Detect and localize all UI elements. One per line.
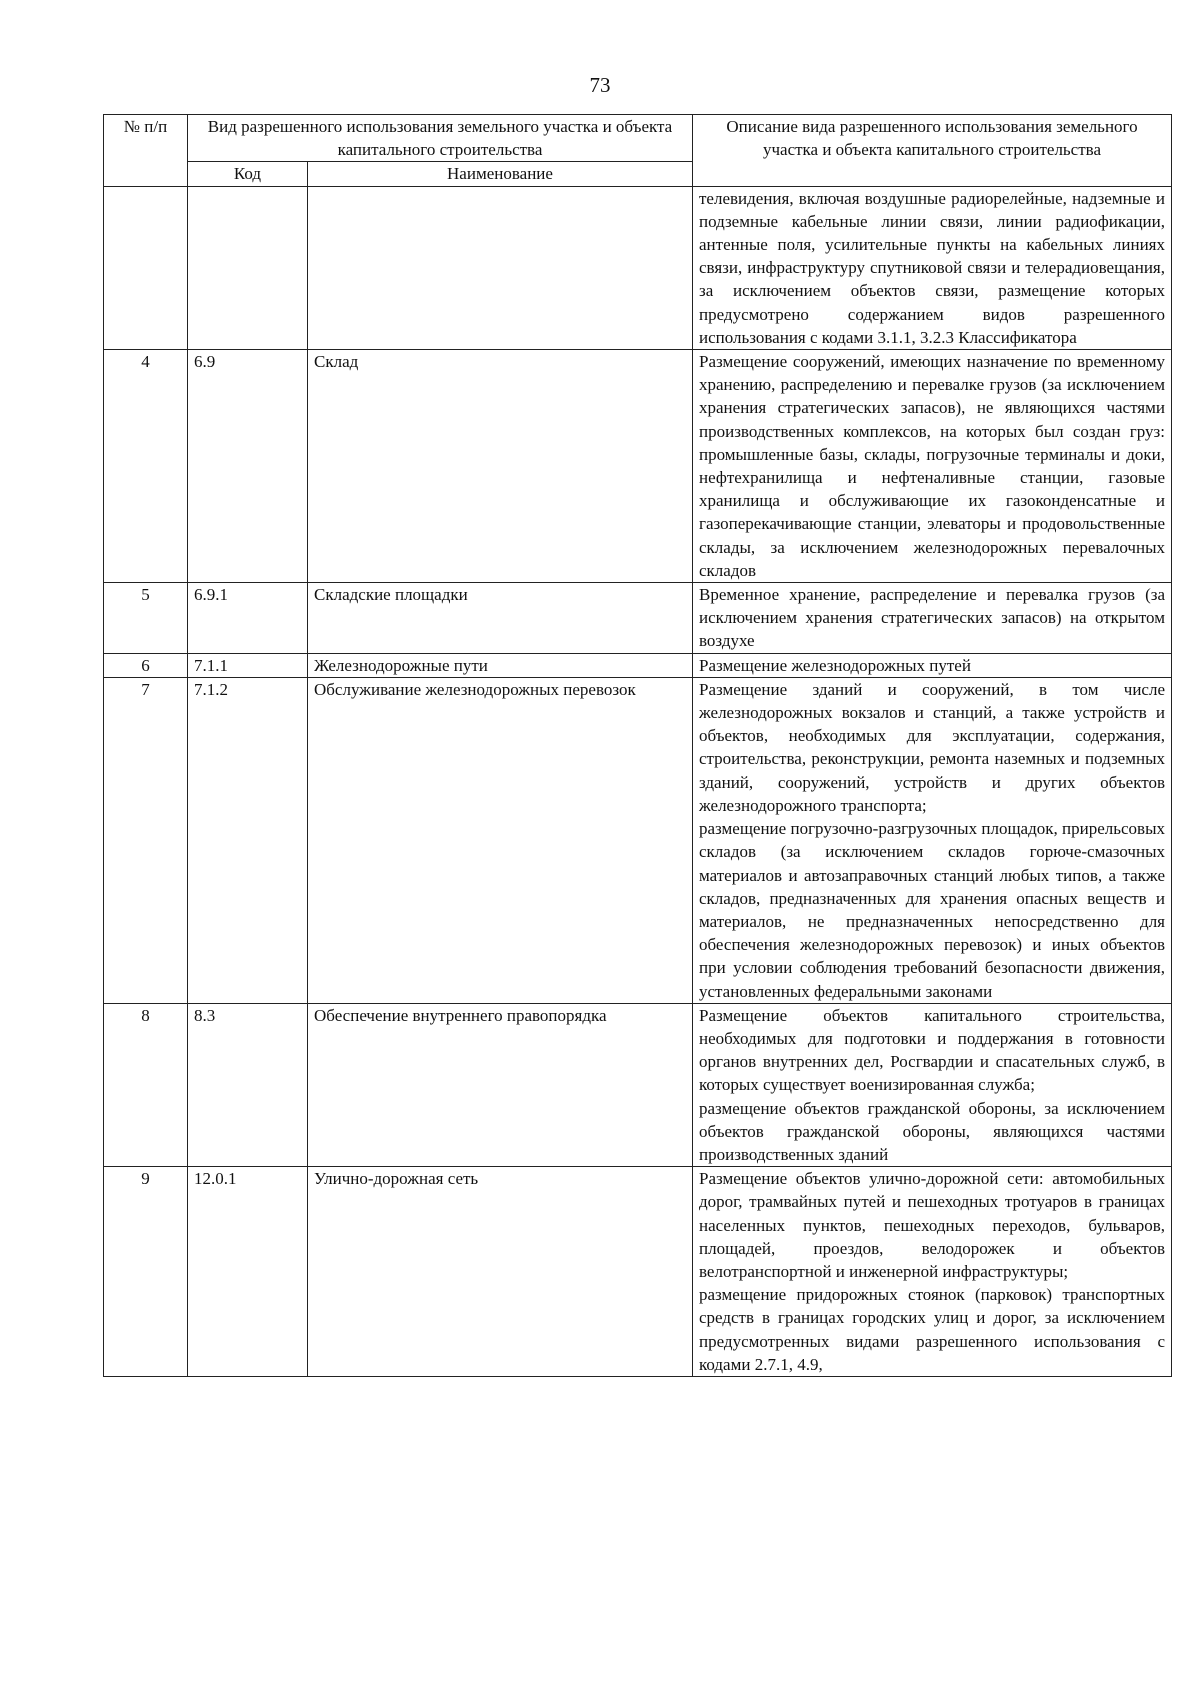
table-row xyxy=(104,677,1172,1003)
description-paragraph: размещение придорожных стоянок (парковок) транспортных средств в границах городских улиц и дорог, за исключением предусмотренных видами разрешенного использования с кодами 2.7.1, 4.9, xyxy=(699,1285,1165,1374)
row-description-cell xyxy=(693,186,1172,349)
description-paragraph: Размещение зданий и сооружений, в том числе железнодорожных вокзалов и станций, а также устройств и объектов, необходимых для эксплуатации, содержания, строительства, реконструкции, ремонта наземных и подземных зданий, сооружений, устройств и других объектов железнодорожного транспорта; xyxy=(699,679,1165,815)
description-paragraph: размещение объектов гражданской обороны, за исключением объектов гражданской обороны, являющихся частями производственных зданий xyxy=(699,1098,1165,1164)
page-number: 73 xyxy=(589,73,611,97)
row-code-cell: 12.0.1 xyxy=(188,1167,308,1377)
table-body xyxy=(104,186,1172,1376)
row-name-cell: Обеспечение внутреннего правопорядка xyxy=(308,1003,693,1166)
row-code-cell: 7.1.1 xyxy=(188,653,308,677)
header-code: Код xyxy=(188,162,308,186)
row-name-cell: Склад xyxy=(308,350,693,583)
description-paragraph: Размещение железнодорожных путей xyxy=(699,655,971,675)
table-row xyxy=(104,350,1172,583)
row-num-cell: 7 xyxy=(104,677,188,1003)
row-description-cell xyxy=(693,653,1172,677)
description-paragraph: размещение погрузочно-разгрузочных площадок, прирельсовых складов (за исключением складов горюче-смазочных материалов и автозаправочных станций любых типов, а также складов, предназначенных для хранения опасных веществ и материалов, не предназначенных непосредственно для обеспечения железнодорожных перевозок) и иных объектов при условии соблюдения требований безопасности движения, установленных федеральными законами xyxy=(699,819,1165,1001)
row-name-cell: Улично-дорожная сеть xyxy=(308,1167,693,1377)
row-num-cell: 4 xyxy=(104,350,188,583)
row-code-cell: 6.9.1 xyxy=(188,583,308,654)
land-use-table xyxy=(103,114,1172,1377)
row-description-cell xyxy=(693,1003,1172,1166)
table-row xyxy=(104,583,1172,654)
row-description-cell xyxy=(693,583,1172,654)
row-description-cell xyxy=(693,1167,1172,1377)
row-description-cell xyxy=(693,677,1172,1003)
header-name: Наименование xyxy=(308,162,693,186)
row-num-cell: 6 xyxy=(104,653,188,677)
row-num-cell: 9 xyxy=(104,1167,188,1377)
description-paragraph: Временное хранение, распределение и перевалка грузов (за исключением хранения стратегических запасов) на открытом воздухе xyxy=(699,585,1165,651)
row-name-cell: Складские площадки xyxy=(308,583,693,654)
row-name-cell xyxy=(308,186,693,349)
table-header-row xyxy=(104,115,1172,162)
row-description-cell xyxy=(693,350,1172,583)
description-paragraph: Размещение объектов капитального строительства, необходимых для подготовки и поддержания в готовности органов внутренних дел, Росгвардии и спасательных служб, в которых существует военизированная служба; xyxy=(699,1005,1165,1095)
description-paragraph: Размещение объектов улично-дорожной сети: автомобильных дорог, трамвайных путей и пешеходных тротуаров в границах населенных пунктов, пешеходных переходов, бульваров, площадей, проездов, велодорожек и объектов велотранспортной и инженерной инфраструктуры; xyxy=(699,1169,1165,1281)
table-row xyxy=(104,1003,1172,1166)
header-num: № п/п xyxy=(104,115,188,187)
row-code-cell: 8.3 xyxy=(188,1003,308,1166)
description-paragraph: Размещение сооружений, имеющих назначение по временному хранению, распределению и перевалке грузов (за исключением хранения стратегических запасов), не являющихся частями производственных комплексов, на которых был создан груз: промышленные базы, склады, погрузочные терминалы и доки, нефтехранилища и нефтеналивные станции, газовые хранилища и обслуживающие их газоконденсатные и газоперекачивающие станции, элеваторы и продовольственные склады, за исключением железнодорожных перевалочных складов xyxy=(699,352,1165,580)
header-vid-group: Вид разрешенного использования земельного участка и объекта капитального строительства xyxy=(188,115,693,162)
description-paragraph: телевидения, включая воздушные радиорелейные, надземные и подземные кабельные линии связи, линии радиофикации, антенные поля, усилительные пункты на кабельных линиях связи, инфраструктуру спутниковой связи и телерадиовещания, за исключением объектов связи, размещение которых предусмотрено содержанием видов разрешенного использования с кодами 3.1.1, 3.2.3 Классификатора xyxy=(699,188,1165,347)
row-name-cell: Железнодорожные пути xyxy=(308,653,693,677)
table-row xyxy=(104,186,1172,349)
row-num-cell: 8 xyxy=(104,1003,188,1166)
row-num-cell xyxy=(104,186,188,349)
row-num-cell: 5 xyxy=(104,583,188,654)
row-name-cell: Обслуживание железнодорожных перевозок xyxy=(308,677,693,1003)
header-description: Описание вида разрешенного использования земельного участка и объекта капитального строительства xyxy=(693,115,1172,187)
row-code-cell: 6.9 xyxy=(188,350,308,583)
row-code-cell: 7.1.2 xyxy=(188,677,308,1003)
table-row xyxy=(104,653,1172,677)
table-row xyxy=(104,1167,1172,1377)
row-code-cell xyxy=(188,186,308,349)
